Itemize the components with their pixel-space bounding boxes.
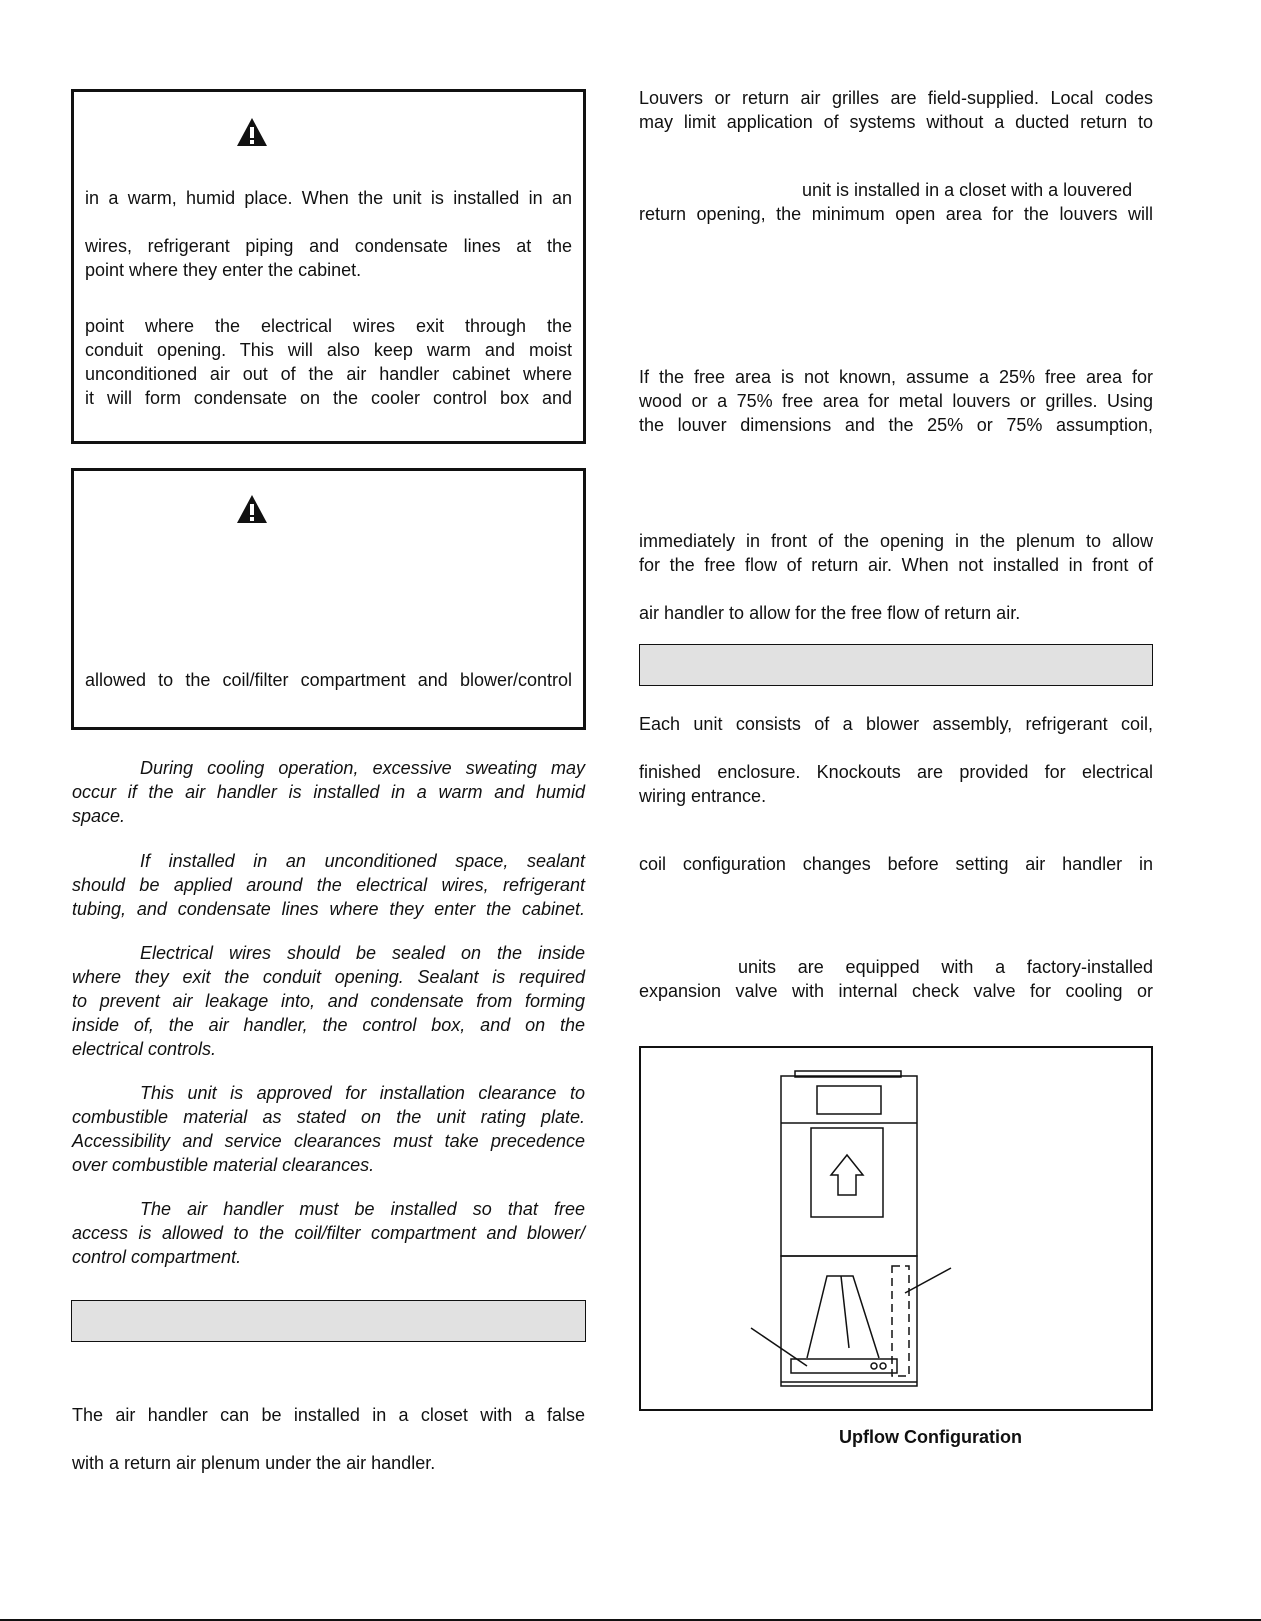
warning2-line: allowed to the coil/filter compartment and blower/control — [85, 670, 572, 690]
paragraph-line: over combustible material clearances. — [72, 1155, 375, 1175]
paragraph-line: the louver dimensions and the 25% or 75% assumption, — [639, 415, 1153, 435]
paragraph-line: Louvers or return air grilles are field-supplied. Local codes — [639, 88, 1153, 108]
paragraph-line: with a return air plenum under the air handler. — [72, 1453, 436, 1473]
paragraph-line: unit is installed in a closet with a louvered — [802, 180, 1133, 200]
warning-icon — [236, 493, 268, 525]
warning1-line: wires, refrigerant piping and condensate lines at the — [85, 236, 572, 256]
warning1-line: point where they enter the cabinet. — [85, 260, 362, 280]
paragraph-line: return opening, the minimum open area for the louvers will — [639, 204, 1153, 224]
paragraph-line: Each unit consists of a blower assembly, refrigerant coil, — [639, 714, 1153, 734]
paragraph-line: electrical controls. — [72, 1039, 217, 1059]
paragraph-line: wood or a 75% free area for metal louvers or grilles. Using — [639, 391, 1153, 411]
section-heading-band — [71, 1300, 586, 1342]
upflow-figure — [639, 1046, 1153, 1411]
paragraph-line: occur if the air handler is installed in a warm and humid — [72, 782, 585, 802]
warning1-line: it will form condensate on the cooler control box and — [85, 388, 572, 408]
paragraph-line: Accessibility and service clearances must take precedence — [72, 1131, 585, 1151]
paragraph-line: combustible material as stated on the unit rating plate. — [72, 1107, 585, 1127]
paragraph-line: tubing, and condensate lines where they enter the cabinet. — [72, 899, 585, 919]
section-heading-band — [639, 644, 1153, 686]
paragraph-line: expansion valve with internal check valve for cooling or — [639, 981, 1153, 1001]
paragraph-line: During cooling operation, excessive sweating may — [140, 758, 585, 778]
paragraph-line: inside of, the air handler, the control box, and on the — [72, 1015, 585, 1035]
paragraph-line: may limit application of systems without a ducted return to — [639, 112, 1153, 132]
paragraph-line: If installed in an unconditioned space, sealant — [140, 851, 585, 871]
paragraph-line: This unit is approved for installation clearance to — [140, 1083, 585, 1103]
paragraph-line: units are equipped with a factory-installed — [738, 957, 1153, 977]
paragraph-line: to prevent air leakage into, and condensate from forming — [72, 991, 585, 1011]
warning1-line: unconditioned air out of the air handler cabinet where — [85, 364, 572, 384]
paragraph-line: coil configuration changes before setting air handler in — [639, 854, 1153, 874]
paragraph-line: where they exit the conduit opening. Sealant is required — [72, 967, 585, 987]
air-handler-diagram — [641, 1048, 1151, 1409]
paragraph-line: for the free flow of return air. When not installed in front of — [639, 555, 1153, 575]
paragraph-line: The air handler must be installed so that free — [140, 1199, 585, 1219]
paragraph-line: Electrical wires should be sealed on the inside — [140, 943, 585, 963]
paragraph-line: The air handler can be installed in a closet with a false — [72, 1405, 585, 1425]
warning1-line: conduit opening. This will also keep warm and moist — [85, 340, 572, 360]
paragraph-line: control compartment. — [72, 1247, 242, 1267]
paragraph-line: wiring entrance. — [639, 786, 767, 806]
paragraph-line: access is allowed to the coil/filter compartment and blower/ — [72, 1223, 585, 1243]
paragraph-line: space. — [72, 806, 126, 826]
warning1-line: in a warm, humid place. When the unit is installed in an — [85, 188, 572, 208]
paragraph-line: If the free area is not known, assume a 25% free area for — [639, 367, 1153, 387]
warning-icon — [236, 116, 268, 148]
figure-caption: Upflow Configuration — [839, 1427, 1022, 1447]
paragraph-line: air handler to allow for the free flow of return air. — [639, 603, 1021, 623]
paragraph-line: should be applied around the electrical wires, refrigerant — [72, 875, 585, 895]
warning1-line: point where the electrical wires exit through the — [85, 316, 572, 336]
paragraph-line: finished enclosure. Knockouts are provided for electrical — [639, 762, 1153, 782]
paragraph-line: immediately in front of the opening in the plenum to allow — [639, 531, 1153, 551]
